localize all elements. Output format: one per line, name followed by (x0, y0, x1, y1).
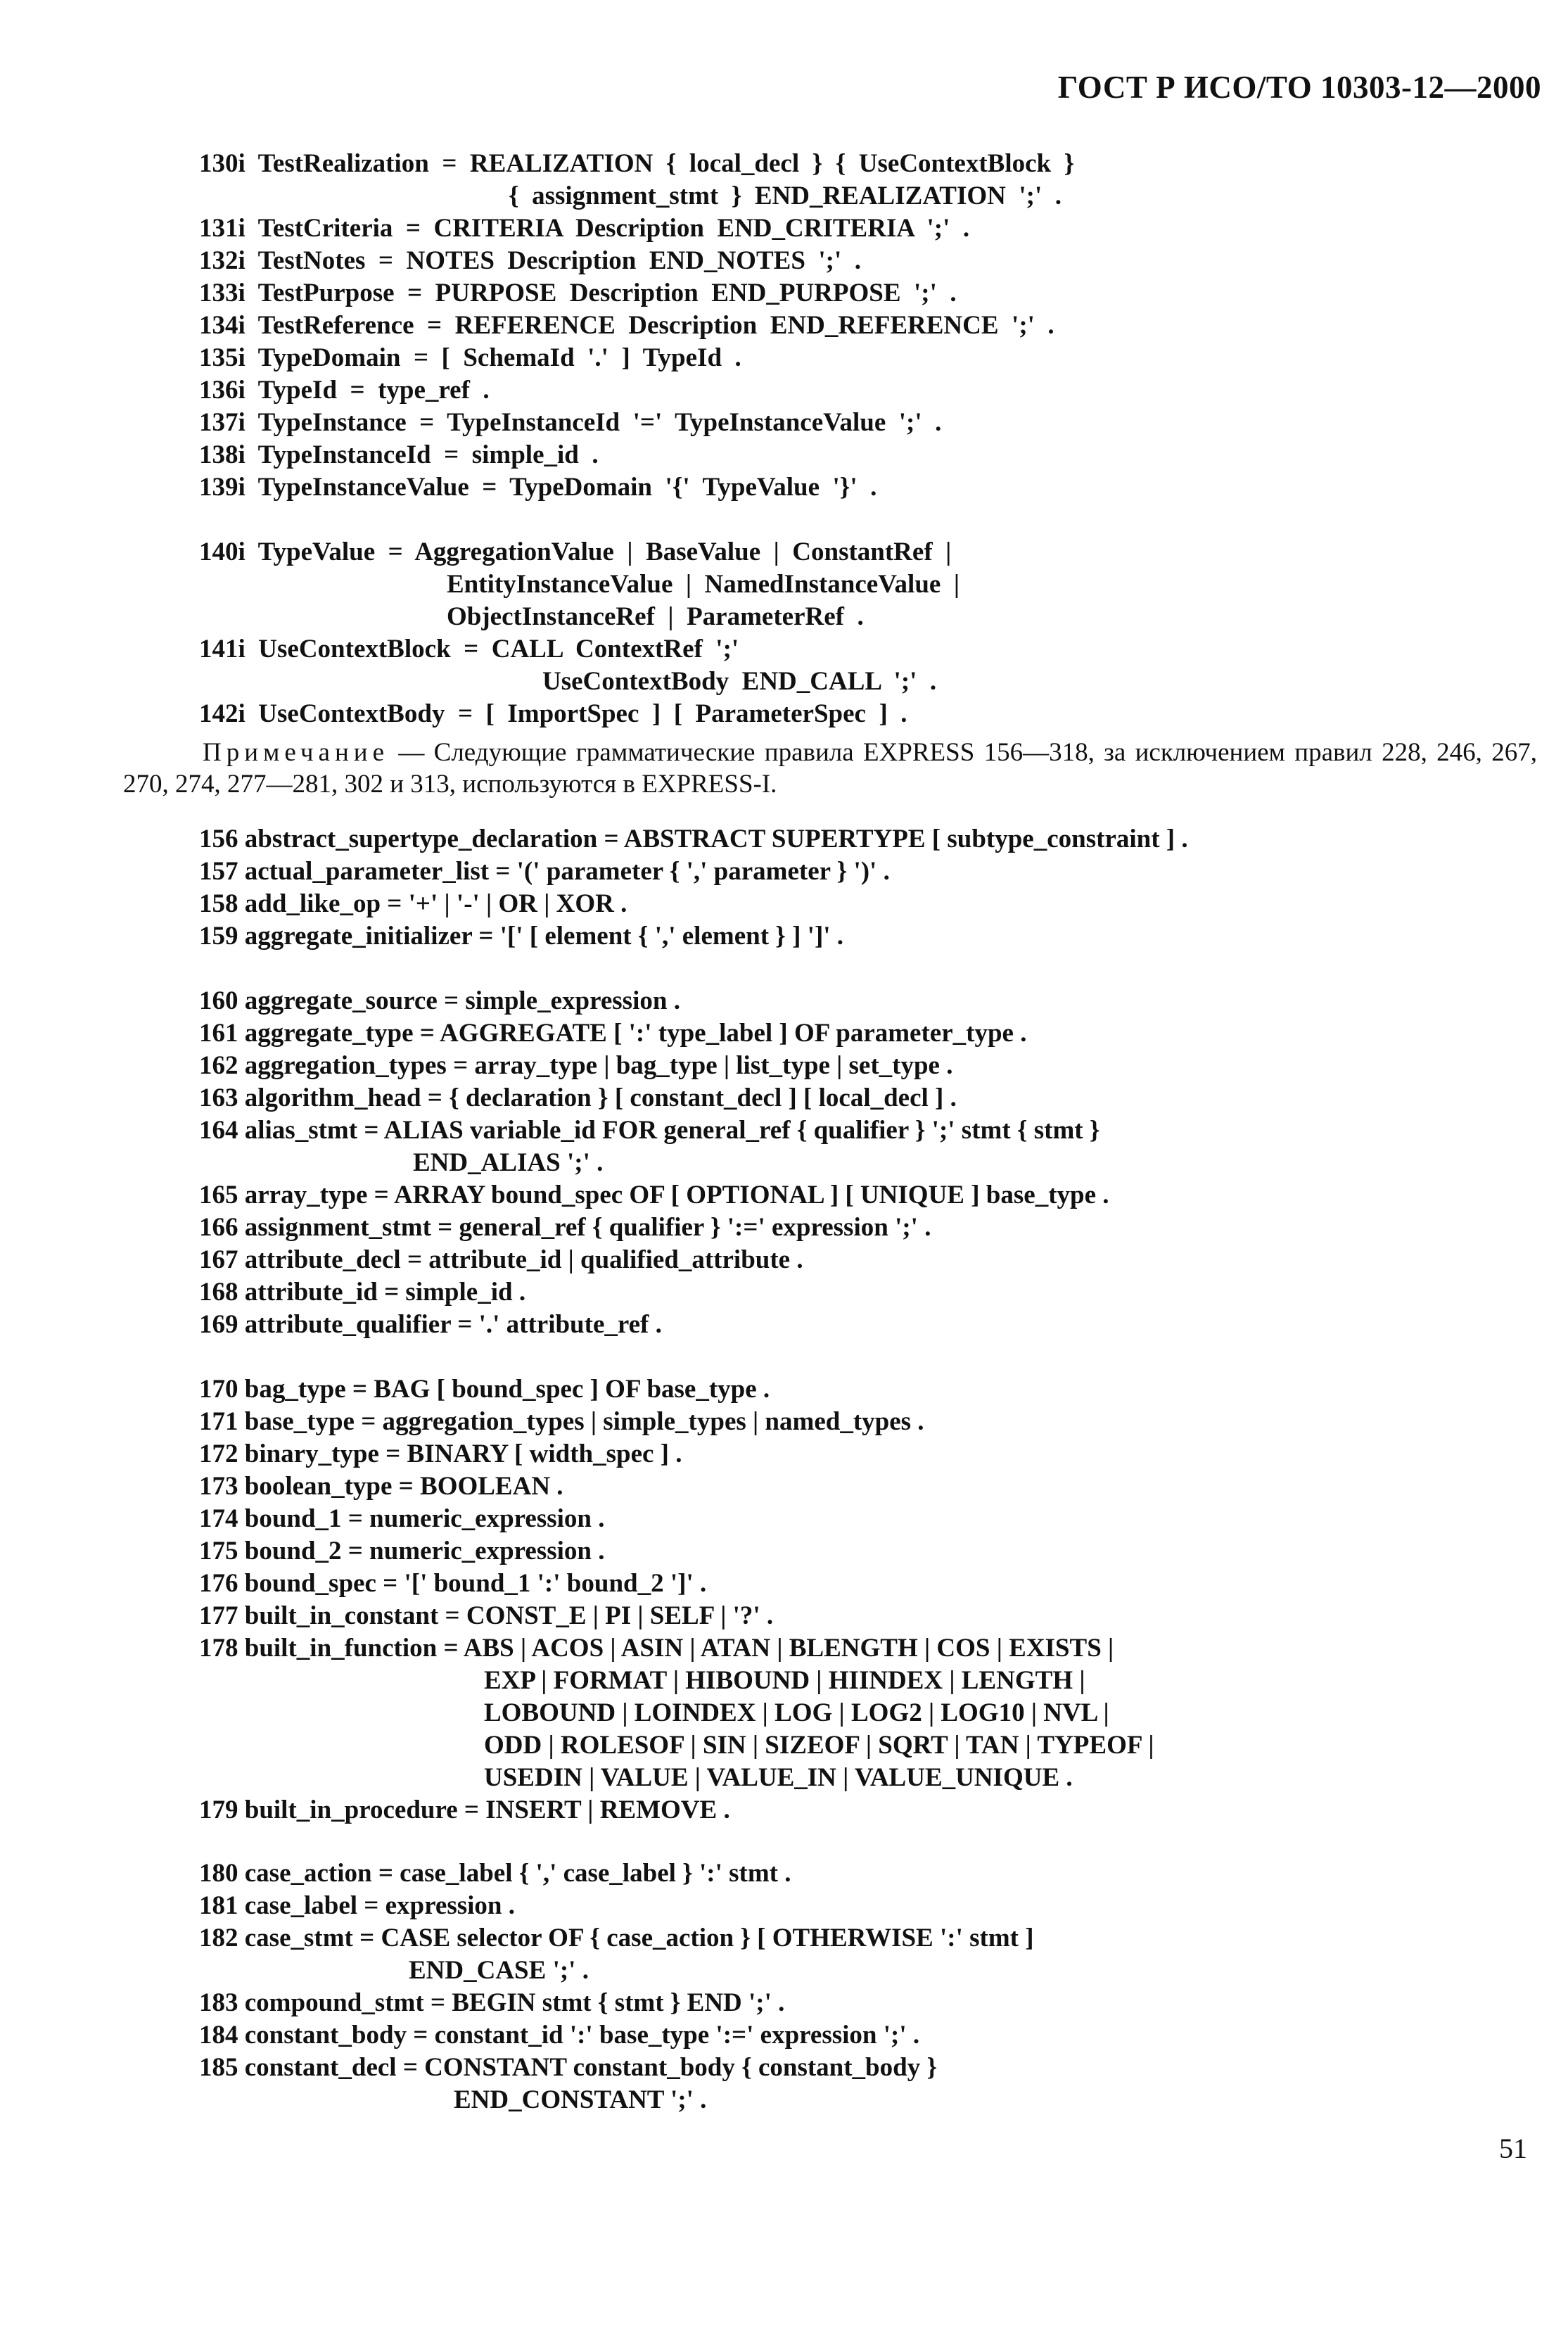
rule-line: 175 bound_2 = numeric_expression . (199, 1537, 605, 1565)
rule-line: 169 attribute_qualifier = '.' attribute_ref . (199, 1310, 662, 1339)
note-text: — Следующие грамматические правила EXPRESS 156—318, за исключением правил 228, 246, 267, 270, 274, 277—281, 302 и 313, используются в EXPRESS-I. (123, 738, 1537, 799)
rule-line: 134i TestReference = REFERENCE Description END_REFERENCE ';' . (199, 311, 1054, 340)
rule-line: 135i TypeDomain = [ SchemaId '.' ] TypeId . (199, 343, 741, 372)
rule-line: EXP | FORMAT | HIBOUND | HIINDEX | LENGTH | (484, 1666, 1085, 1695)
rule-line: 138i TypeInstanceId = simple_id . (199, 440, 599, 469)
rule-line: 157 actual_parameter_list = '(' parameter { ',' parameter } ')' . (199, 857, 890, 886)
rule-line: 166 assignment_stmt = general_ref { qualifier } ':=' expression ';' . (199, 1213, 931, 1242)
rule-line: 184 constant_body = constant_id ':' base_type ':=' expression ';' . (199, 2021, 920, 2050)
rule-line: 139i TypeInstanceValue = TypeDomain '{' TypeValue '}' . (199, 473, 877, 502)
note-paragraph (123, 737, 1537, 800)
rule-line: 131i TestCriteria = CRITERIA Description END_CRITERIA ';' . (199, 214, 970, 243)
rule-line: 167 attribute_decl = attribute_id | qualified_attribute . (199, 1245, 803, 1274)
rule-line: 142i UseContextBody = [ ImportSpec ] [ ParameterSpec ] . (199, 699, 907, 728)
rule-line: 178 built_in_function = ABS | ACOS | ASIN | ATAN | BLENGTH | COS | EXISTS | (199, 1634, 1114, 1663)
rule-line: END_CONSTANT ';' . (454, 2085, 707, 2114)
rule-line: 185 constant_decl = CONSTANT constant_body { constant_body } (199, 2053, 938, 2082)
rule-line: 160 aggregate_source = simple_expression . (199, 986, 680, 1015)
rule-line: 180 case_action = case_label { ',' case_label } ':' stmt . (199, 1859, 791, 1888)
rule-line: END_CASE ';' . (409, 1956, 589, 1985)
rule-line: 177 built_in_constant = CONST_E | PI | SELF | '?' . (199, 1601, 774, 1630)
rule-line: 181 case_label = expression . (199, 1891, 515, 1920)
note-label: Примечание (203, 738, 389, 767)
rule-line: UseContextBody END_CALL ';' . (542, 667, 937, 696)
rule-line: 179 built_in_procedure = INSERT | REMOVE . (199, 1796, 730, 1824)
rule-line: 162 aggregation_types = array_type | bag_type | list_type | set_type . (199, 1051, 953, 1080)
rule-line: 168 attribute_id = simple_id . (199, 1278, 526, 1307)
rule-line: 182 case_stmt = CASE selector OF { case_action } [ OTHERWISE ':' stmt ] (199, 1924, 1034, 1952)
rule-line: 140i TypeValue = AggregationValue | BaseValue | ConstantRef | (199, 538, 952, 566)
rule-line: ObjectInstanceRef | ParameterRef . (447, 602, 864, 631)
rule-line: 163 algorithm_head = { declaration } [ constant_decl ] [ local_decl ] . (199, 1084, 957, 1112)
rule-line: EntityInstanceValue | NamedInstanceValue | (447, 570, 960, 599)
document-header: ГОСТ Р ИСО/ТО 10303-12—2000 (1057, 70, 1541, 105)
rule-line: 174 bound_1 = numeric_expression . (199, 1504, 605, 1533)
page-number: 51 (1499, 2133, 1527, 2164)
rule-line: 165 array_type = ARRAY bound_spec OF [ OPTIONAL ] [ UNIQUE ] base_type . (199, 1181, 1109, 1209)
rule-line: 159 aggregate_initializer = '[' [ element { ',' element } ] ']' . (199, 922, 844, 951)
rule-line: 136i TypeId = type_ref . (199, 376, 490, 405)
rule-line: 164 alias_stmt = ALIAS variable_id FOR general_ref { qualifier } ';' stmt { stmt } (199, 1116, 1100, 1145)
rule-line: 176 bound_spec = '[' bound_1 ':' bound_2 ']' . (199, 1569, 707, 1598)
rule-line: 158 add_like_op = '+' | '-' | OR | XOR . (199, 889, 627, 918)
rule-line: 172 binary_type = BINARY [ width_spec ] . (199, 1440, 682, 1468)
rule-line: 156 abstract_supertype_declaration = ABSTRACT SUPERTYPE [ subtype_constraint ] . (199, 825, 1188, 853)
rule-line: 161 aggregate_type = AGGREGATE [ ':' type_label ] OF parameter_type . (199, 1019, 1027, 1048)
rule-line: { assignment_stmt } END_REALIZATION ';' . (509, 182, 1062, 210)
rule-line: USEDIN | VALUE | VALUE_IN | VALUE_UNIQUE . (484, 1763, 1073, 1792)
rule-line: 141i UseContextBlock = CALL ContextRef ';' (199, 635, 739, 663)
rule-line: ODD | ROLESOF | SIN | SIZEOF | SQRT | TAN | TYPEOF | (484, 1731, 1154, 1760)
rule-line: 132i TestNotes = NOTES Description END_NOTES ';' . (199, 246, 862, 275)
rule-line: 133i TestPurpose = PURPOSE Description END_PURPOSE ';' . (199, 279, 957, 307)
rule-line: 171 base_type = aggregation_types | simple_types | named_types . (199, 1407, 924, 1436)
rule-line: 130i TestRealization = REALIZATION { local_decl } { UseContextBlock } (199, 149, 1075, 178)
rule-line: 137i TypeInstance = TypeInstanceId '=' TypeInstanceValue ';' . (199, 408, 942, 437)
rule-line: LOBOUND | LOINDEX | LOG | LOG2 | LOG10 | NVL | (484, 1698, 1109, 1727)
rule-line: 183 compound_stmt = BEGIN stmt { stmt } END ';' . (199, 1988, 785, 2017)
rule-line: 170 bag_type = BAG [ bound_spec ] OF base_type . (199, 1375, 770, 1404)
rule-line: 173 boolean_type = BOOLEAN . (199, 1472, 563, 1501)
rule-line: END_ALIAS ';' . (413, 1148, 604, 1177)
